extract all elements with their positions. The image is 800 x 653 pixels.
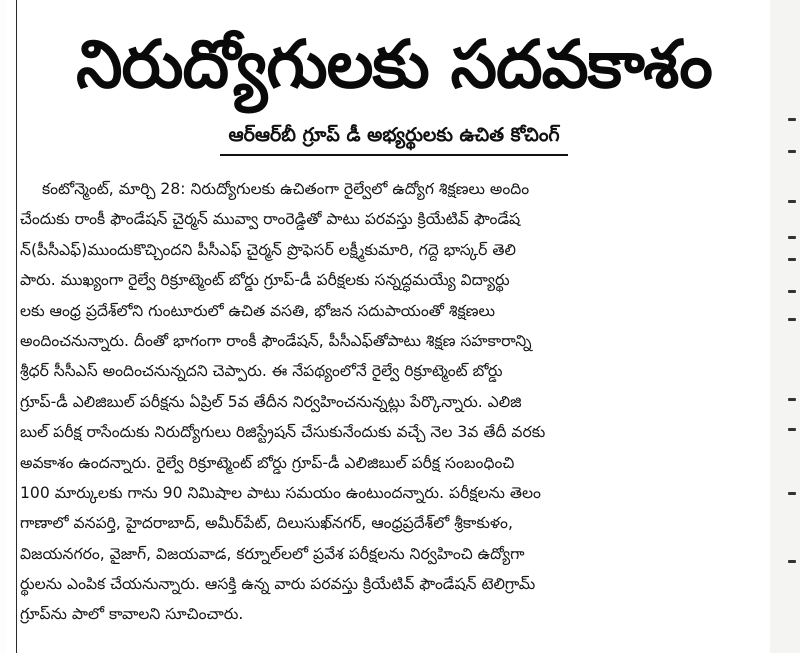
text-fragment xyxy=(788,318,796,321)
left-column-rule xyxy=(16,0,17,653)
headline: నిరుద్యోగులకు సదవకాశం xyxy=(76,25,712,103)
text-fragment xyxy=(788,150,796,153)
body-line: బుల్ పరీక్ష రాసేందుకు నిరుద్యోగులు రిజిస్ట్రేషన్ చేసుకునేందుకు వచ్చే నెల 3వ తేదీ వరకు xyxy=(20,423,546,442)
body-line: అందించనున్నారు. దీంతో భాగంగా రాంకీ ఫౌండేషన్, పీసీఎఫ్‌తోపాటు శిక్షణ సహకారాన్ని xyxy=(20,331,532,350)
body-line: కంటోన్మెంట్, మార్చి 28: నిరుద్యోగులకు ఉచితంగా రైల్వేలో ఉద్యోగ శిక్షణలు అందిం xyxy=(42,180,530,198)
text-fragment xyxy=(788,398,796,401)
body-line: పారు. ముఖ్యంగా రైల్వే రిక్రూట్మెంట్ బోర్డు గ్రూప్-డీ పరీక్షలకు సన్నద్ధమయ్యే విద్యార్థు xyxy=(20,271,510,290)
body-line: శ్రీధర్ సీసీఎస్ అందించనున్నదని చెప్పారు. ఈ నేపథ్యంలోనే రైల్వే రిక్రూట్మెంట్ బోర్డు xyxy=(20,362,503,381)
text-fragment xyxy=(788,290,796,293)
body-line: గ్రూప్‌ను పాలో కావాలని సూచించారు. xyxy=(20,605,244,624)
text-fragment xyxy=(788,492,796,495)
body-line: లకు ఆంధ్ర ప్రదేశ్‌లోని గుంటూరులో ఉచిత వసతి, భోజన సదుపాయంతో శిక్షణలు xyxy=(20,301,495,320)
body-line: అవకాశం ఉందన్నారు. రైల్వే రిక్రూట్మెంట్ బోర్డు గ్రూప్-డీ ఎలిజిబుల్ పరీక్ష సంబంధించి xyxy=(20,453,515,472)
body-line: విజయనగరం, వైజాగ్, విజయవాడ, కర్నూల్‌లలో ప్రవేశ పరీక్షలను నిర్వహించి ఉద్యోగా xyxy=(20,544,525,563)
newspaper-clipping xyxy=(6,0,770,653)
text-fragment xyxy=(788,258,796,261)
body-line: గ్రూప్-డీ ఎలిజిబుల్ పరీక్షను ఏప్రిల్ 5వ తేదీన నిర్వహించనున్నట్లు పేర్కొన్నారు. ఎలిజి xyxy=(20,392,522,411)
text-fragment xyxy=(788,236,796,239)
body-line: న్(పీసీఎఫ్)ముందుకొచ్చిందని పీసీఎఫ్ చైర్మన్ ప్రొఫెసర్ లక్ష్మీకుమారి, గద్దె భాస్కర్ తెలి xyxy=(20,240,516,259)
adjacent-column-edge xyxy=(770,0,800,653)
text-fragment xyxy=(788,428,796,431)
subheadline-wrapper xyxy=(20,124,768,156)
body-line: 100 మార్కులకు గాను 90 నిమిషాల పాటు సమయం ఉంటుందన్నారు. పరీక్షలను తెలం xyxy=(20,483,541,502)
body-line: గాణాలో వనపర్తి, హైదరాబాద్, అమీర్‌పేట్, దిలుసుఖ్‌నగర్, ఆంధ్రప్రదేశ్‌లో శ్రీకాకుళం, xyxy=(20,514,513,533)
article-body xyxy=(20,174,768,630)
text-fragment xyxy=(788,118,796,121)
subheadline: ఆర్ఆర్‌బీ గ్రూప్ డీ అభ్యర్థులకు ఉచిత కోచింగ్ xyxy=(220,124,567,156)
text-fragment xyxy=(788,560,796,563)
text-fragment xyxy=(788,200,796,203)
body-line: చేందుకు రాంకీ ఫౌండేషన్ చైర్మన్ మువ్వా రాంరెడ్డితో పాటు పరవస్తు క్రియేటివ్ ఫౌండేష xyxy=(20,210,521,229)
body-line: ర్థులను ఎంపిక చేయనున్నారు. ఆసక్తి ఉన్న వారు పరవస్తు క్రియేటివ్ ఫౌండేషన్ టెలిగ్రామ్ xyxy=(20,575,536,594)
